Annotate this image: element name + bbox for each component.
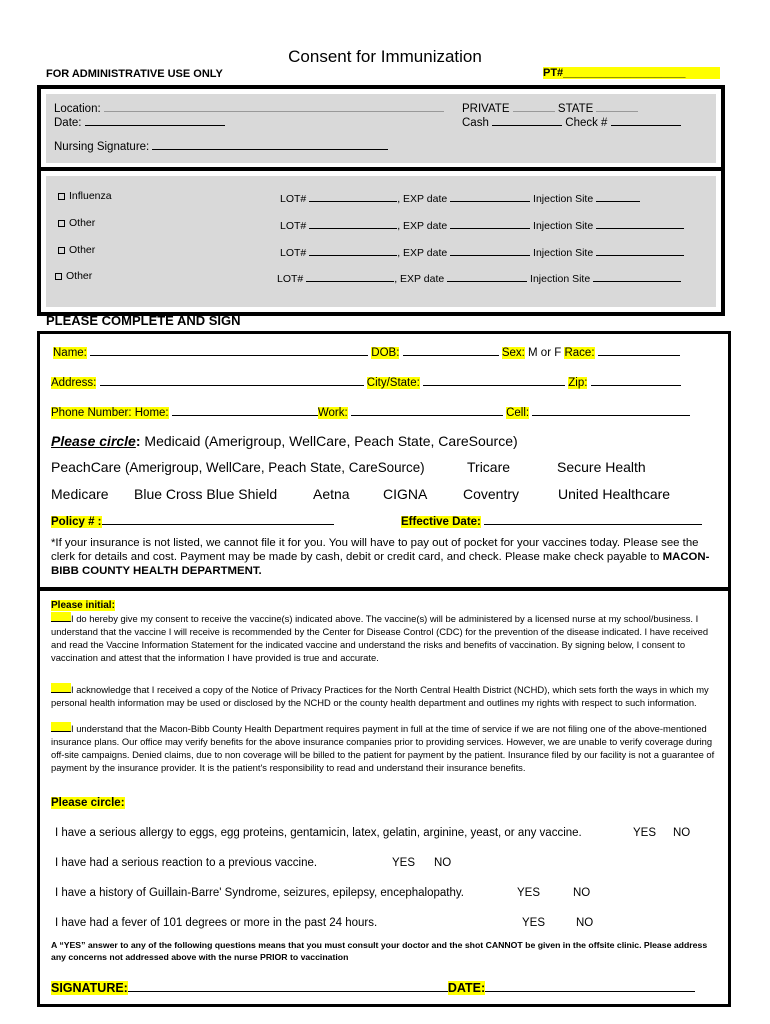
exp-field[interactable] [450, 190, 530, 202]
please-complete-heading: PLEASE COMPLETE AND SIGN [46, 313, 241, 328]
lot-field[interactable] [309, 217, 397, 229]
please-circle-label: Please circle [51, 433, 136, 449]
name-label: Name: [53, 347, 87, 359]
medicaid-option[interactable]: Medicaid (Amerigroup, WellCare, Peach State, CareSource) [144, 433, 518, 449]
vaccine-checkbox[interactable] [58, 247, 65, 254]
injection-site-label: Injection Site [530, 273, 591, 285]
yes-option[interactable]: YES [392, 857, 416, 869]
signature-field[interactable] [128, 980, 448, 992]
nursing-signature-label: Nursing Signature: [54, 141, 150, 153]
exp-label: , EXP date [394, 273, 445, 285]
injection-site-label: Injection Site [533, 247, 594, 259]
vaccine-row [58, 217, 594, 232]
injection-site-field[interactable] [596, 190, 640, 202]
injection-site-field[interactable] [596, 244, 684, 256]
phone-home-label: Phone Number: Home: [51, 407, 169, 419]
vaccine-row [58, 244, 594, 259]
consent-paragraph-1 [51, 612, 717, 664]
initial-field-1[interactable] [51, 612, 71, 622]
exp-label: , EXP date [397, 220, 448, 232]
united-option[interactable]: United Healthcare [558, 486, 671, 502]
exp-field[interactable] [447, 270, 527, 282]
injection-site-field[interactable] [596, 217, 684, 229]
vaccine-row [58, 190, 594, 205]
no-option[interactable]: NO [434, 857, 452, 869]
exp-label: , EXP date [397, 193, 448, 205]
aetna-option[interactable]: Aetna [313, 486, 350, 502]
consent-paragraph-2 [51, 683, 717, 709]
initial-field-3[interactable] [51, 722, 71, 732]
injection-site-label: Injection Site [533, 220, 594, 232]
vaccine-name: Other [66, 270, 93, 282]
injection-site-label: Injection Site [533, 193, 594, 205]
injection-site-field[interactable] [593, 270, 681, 282]
insurance-notice-text: *If your insurance is not listed, we cannot file it for you. You will have to pay out of pocket for your vaccines today. Please see the clerk for details and cost. Payment may be made by cash, debit or credit card, and check. Please make check payable to [51, 537, 699, 563]
effective-date-label: Effective Date: [401, 516, 481, 528]
exp-field[interactable] [450, 217, 530, 229]
lot-field[interactable] [309, 244, 397, 256]
name-field[interactable] [90, 344, 368, 356]
lot-label: LOT# [280, 247, 307, 259]
final-date-label: DATE: [447, 981, 486, 995]
consent-paragraph-3 [51, 722, 717, 774]
exp-field[interactable] [450, 244, 530, 256]
bcbs-option[interactable]: Blue Cross Blue Shield [134, 486, 278, 502]
lot-field[interactable] [306, 270, 394, 282]
phone-home-field[interactable] [172, 404, 318, 416]
zip-label: Zip: [568, 377, 588, 389]
address-field[interactable] [100, 374, 364, 386]
location-field[interactable] [104, 100, 444, 112]
peachcare-detail: (Amerigroup, WellCare, Peach State, CareSource) [124, 460, 425, 475]
cash-field[interactable] [492, 114, 562, 126]
private-label: PRIVATE [462, 103, 510, 115]
consent-box [37, 588, 731, 1007]
cigna-option[interactable]: CIGNA [383, 486, 428, 502]
exp-label: , EXP date [397, 247, 448, 259]
question-text: I have a serious allergy to eggs, egg proteins, gentamicin, latex, gelatin, arginine, yeast, or any vaccine. [55, 827, 582, 839]
work-field[interactable] [351, 404, 503, 416]
cell-label: Cell: [506, 407, 530, 419]
coventry-option[interactable]: Coventry [463, 486, 520, 502]
question-text: I have had a fever of 101 degrees or more in the past 24 hours. [55, 917, 378, 929]
race-label: Race: [564, 347, 595, 359]
no-option[interactable]: NO [576, 917, 594, 929]
initial-field-2[interactable] [51, 683, 71, 693]
lot-label: LOT# [280, 220, 307, 232]
question-text: I have a history of Guillain-Barre' Syndrome, seizures, epilepsy, encephalopathy. [55, 887, 464, 899]
tricare-option[interactable]: Tricare [467, 459, 511, 475]
yes-option[interactable]: YES [522, 917, 546, 929]
location-label: Location: [54, 103, 101, 115]
yes-warning: A “YES” answer to any of the following questions means that you must consult your doctor and the shot CANNOT be given in the offsite clinic. Please address any concerns not addressed above with the nurse PRIOR to vaccination [51, 940, 708, 962]
please-circle-questions-label: Please circle: [51, 797, 125, 809]
vaccine-box [37, 167, 725, 316]
question-text: I have had a serious reaction to a previous vaccine. [55, 857, 318, 869]
final-date-field[interactable] [485, 980, 695, 992]
insurance-notice [51, 536, 719, 578]
cash-label: Cash [462, 117, 489, 129]
yes-option[interactable]: YES [517, 887, 541, 899]
payee-name: MACON-BIBB COUNTY HEALTH DEPARTMENT. [51, 551, 710, 577]
no-option[interactable]: NO [573, 887, 591, 899]
date-label: Date: [54, 117, 82, 129]
no-option[interactable]: NO [673, 827, 691, 839]
admin-box [37, 85, 725, 172]
vaccine-checkbox[interactable] [58, 220, 65, 227]
work-label: Work: [317, 407, 348, 419]
vaccine-row [55, 270, 591, 285]
race-field[interactable] [598, 344, 680, 356]
signature-label: SIGNATURE: [51, 981, 128, 995]
policy-label: Policy # : [51, 516, 102, 528]
pt-number-field[interactable]: PT#____________________ [543, 67, 720, 79]
vaccine-checkbox[interactable] [55, 273, 62, 280]
patient-info-box: Name: DOB: Sex: M or F Race: Address: City/State: Zip: Phone Number: Home: Work: Cell: Please circle: Medicaid (Amerigroup, WellCare, Peach State, CareSource) PeachCare (Amerigroup, WellCare, Peach State, CareSource) Tricare Secure Health Medicare Blue Cross Blue Shield Aetna CIGNA Coventry United Healthcare Policy # : Effective Date: *If your insurance is not listed, we cannot file it for you. You will have to pay out of pocket for your vaccines today. Please see the clerk for details and cost. Payment may be made by cash, debit or credit card, and check. Please make check payable to MACON-BIBB COUNTY HEALTH DEPARTMENT. [37, 331, 731, 590]
check-label: Check # [565, 117, 608, 129]
lot-label: LOT# [277, 273, 304, 285]
cell-field[interactable] [532, 404, 690, 416]
peachcare-option[interactable]: PeachCare [51, 459, 122, 475]
lot-label: LOT# [280, 193, 307, 205]
consent-text-1: I do hereby give my consent to receive the vaccine(s) indicated above. The vaccine(s) will be administered by a licensed nurse at my school/business. I understand that the vaccine I will receive is recommended by the Center for Disease Control (CDC) for the prevention of the disease indicated. I have received and read the Vaccine Information Statement for the indicated vaccine and understand the risks and benefits of vaccination. By signing below, I consent to vaccination and attest that the information I have provided is true and accurate. [51, 613, 709, 663]
secure-health-option[interactable]: Secure Health [557, 459, 646, 475]
nursing-signature-field[interactable] [152, 138, 388, 150]
vaccine-checkbox[interactable] [58, 193, 65, 200]
medicare-option[interactable]: Medicare [51, 486, 109, 502]
check-field[interactable] [611, 114, 681, 126]
sex-options[interactable]: M or F [528, 347, 562, 359]
date-field[interactable] [85, 114, 225, 126]
please-initial-label: Please initial: [51, 600, 115, 611]
vaccine-name: Influenza [69, 190, 112, 202]
dob-label: DOB: [371, 347, 400, 359]
dob-field[interactable] [403, 344, 499, 356]
city-state-label: City/State: [366, 377, 420, 389]
consent-text-2: I acknowledge that I received a copy of the Notice of Privacy Practices for the North Central Health District (NCHD), which sets forth the ways in which my personal health information may be used or disclosed by the NCHD or the county health department and outlines my rights with respect to such information. [51, 684, 709, 708]
form-title: Consent for Immunization [288, 47, 482, 66]
zip-field[interactable] [591, 374, 681, 386]
consent-text-3: I understand that the Macon-Bibb County Health Department requires payment in full at the time of service if we are not filing one of the above-mentioned insurance plans. Our office may verify benefits for the above insurance companies prior to providing services. However, we are unable to verify coverage during off-site campaigns. Denied claims, due to non coverage will be billed to the patient for payment by the patient. Insurance filed by our facility is not a guarantee of payment by the insurance provider. It is the patient's responsibility to read and understand their insurance benefits. [51, 723, 715, 773]
address-label: Address: [51, 377, 97, 389]
vaccine-name: Other [69, 244, 96, 256]
lot-field[interactable] [309, 190, 397, 202]
effective-date-field[interactable] [484, 513, 702, 525]
private-field[interactable] [513, 100, 555, 112]
policy-field[interactable] [102, 513, 334, 525]
yes-option[interactable]: YES [633, 827, 657, 839]
city-state-field[interactable] [423, 374, 565, 386]
state-field[interactable] [596, 100, 638, 112]
state-label: STATE [557, 103, 594, 115]
vaccine-name: Other [69, 217, 96, 229]
admin-use-label: FOR ADMINISTRATIVE USE ONLY [46, 68, 223, 80]
sex-label: Sex: [501, 347, 525, 359]
